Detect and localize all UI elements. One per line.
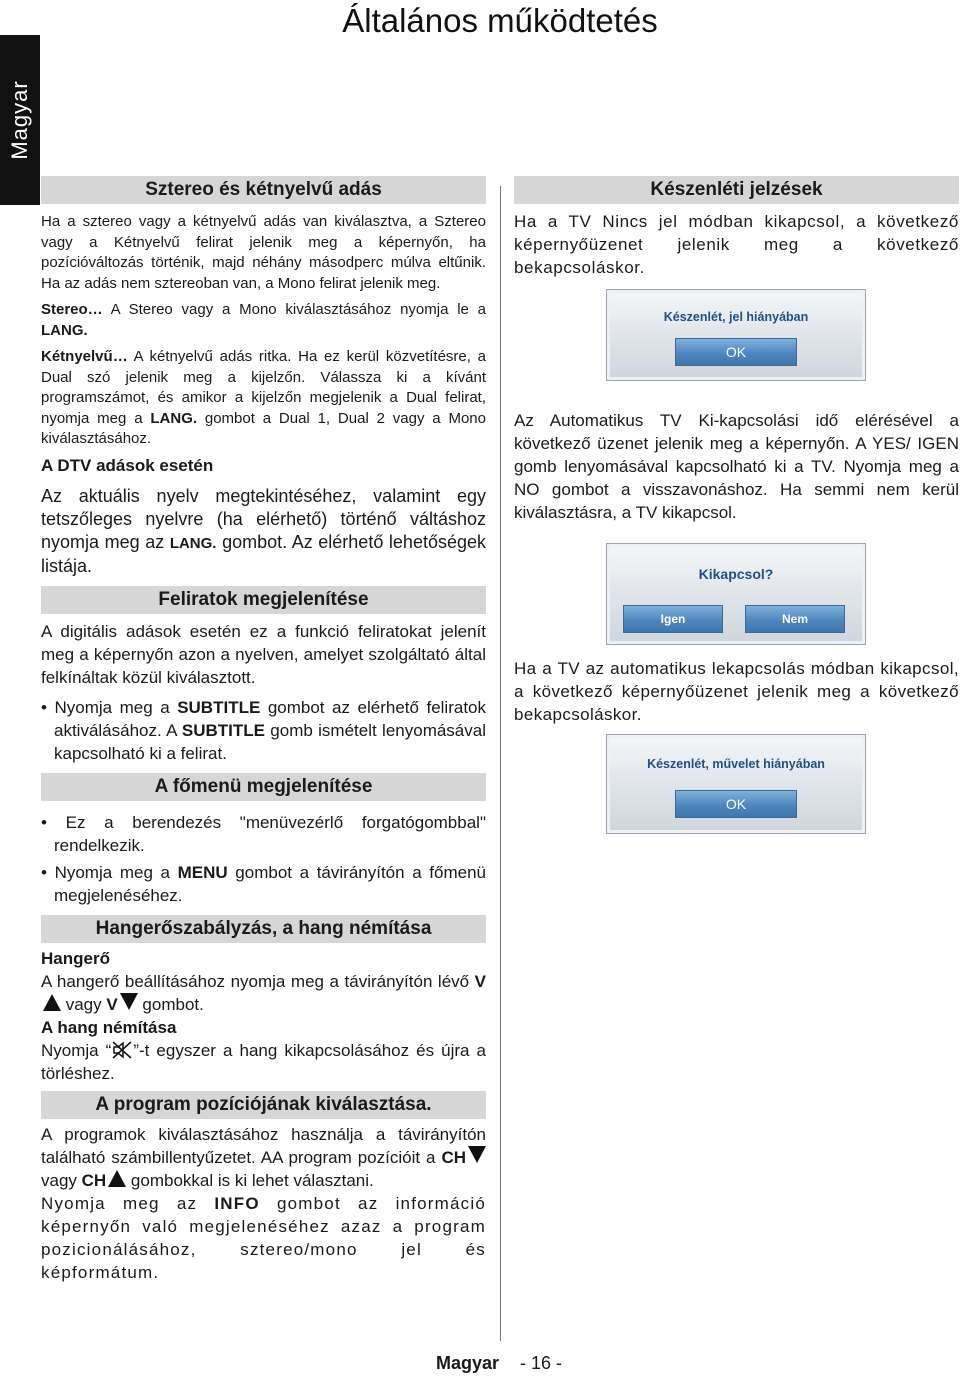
lang-key-2: LANG. (150, 409, 198, 427)
info-paragraph (41, 1192, 486, 1284)
program-text-1: A programok kiválasztásához használja a távirányítón található számbillentyűzetet. AA program pozícióit a (41, 1124, 486, 1167)
volume-text-2: gombot. (137, 994, 204, 1014)
dtv-heading: A DTV adások esetén (41, 455, 214, 475)
triangle-down-icon-2 (468, 1146, 486, 1163)
right-column (514, 176, 959, 834)
info-text-2: gombot az információ képernyőn való megjelenéséhez azaz a program pozicionálásához, sztereo/mono jel és képformátum. (41, 1193, 486, 1282)
menu-bullet-2 (41, 861, 486, 907)
program-paragraph (41, 1123, 486, 1192)
volume-down-key: V (106, 994, 118, 1014)
triangle-up-icon (43, 994, 61, 1011)
subtitles-bullet (41, 696, 486, 765)
mute-subheading: A hang némítása (41, 1017, 177, 1037)
section-heading-volume: Hangerőszabályzás, a hang némítása (41, 915, 486, 943)
bilingual-text-2: gombot a Dual 1, Dual 2 vagy a Mono kiválasztásához. (41, 409, 486, 447)
dtv-paragraph (41, 485, 486, 578)
volume-subheading: Hangerő (41, 948, 110, 968)
info-text-1: Nyomja meg az (41, 1193, 215, 1213)
menu-bullet-text-2: gombot a távirányítón a főmenü megjelenéséhez. (54, 862, 486, 905)
volume-or: vagy (61, 994, 107, 1014)
subtitle-key-2: SUBTITLE (181, 720, 265, 740)
menu-key: MENU (177, 862, 228, 882)
section-heading-standby: Készenléti jelzések (514, 176, 959, 204)
stereo-instruction (41, 300, 486, 341)
mute-speaker-icon (111, 1040, 133, 1060)
section-heading-stereo: Sztereo és kétnyelvű adás (41, 176, 486, 204)
subtitles-bullet-text-1: • Nyomja meg a (41, 697, 178, 717)
page-number: - 16 - (520, 1353, 563, 1373)
dialog-no-button[interactable]: Nem (745, 605, 845, 633)
dtv-lang-key: LANG. (169, 534, 217, 552)
section-heading-menu: A főmenü megjelenítése (41, 773, 486, 801)
subtitles-paragraph: A digitális adások esetén ez a funkció feliratokat jelenít meg a képernyőn azon a nyelven, amelyet szolgáltató által felkínáltak közül kiválasztott. (41, 621, 486, 687)
dtv-text-1: Az aktuális nyelv megtekintéséhez, valamint egy tetszőleges nyelvre (ha elérhető) történő váltáshoz nyomja meg az (41, 485, 486, 552)
subtitle-key: SUBTITLE (177, 697, 261, 717)
bilingual-text-1: A kétnyelvű adás ritka. Ha ez kerül közvetítésre, a Dual szó jelenik meg a kijelzőn. Válassza ki a kívánt programszámot, és amikor a kijelzőn megjelenik a Dual felirat, nyomja meg a (41, 348, 486, 427)
mute-text-1: Nyomja “ (41, 1040, 112, 1060)
stereo-paragraph: Ha a sztereo vagy a kétnyelvű adás van kiválasztva, a Sztereo vagy a Kétnyelvű felirat jelenik meg a képernyőn, ha pozícióváltozás történik, majd néhány másodperc múlva eltűnik. Ha az adás nem sztereoban van, a Mono felirat jelenik meg. (41, 213, 486, 292)
dialog-no-signal-title: Készenlét, jel hiányában (663, 310, 809, 324)
stereo-label: Stereo… (41, 301, 103, 318)
bilingual-paragraph (41, 347, 486, 450)
page-title: Általános működtetés (342, 2, 658, 39)
menu-bullet-1: • Ez a berendezés "menüvezérlő forgatógombbal" rendelkezik. (41, 812, 486, 855)
dialog-power-off (606, 543, 866, 645)
dialog-no-operation-title: Készenlét, művelet hiányában (647, 757, 825, 771)
subtitles-bullet-text-3: gomb ismételt lenyomásával kapcsolható ki a felirat. (54, 720, 486, 763)
volume-text: A hangerő beállításához nyomja meg a távirányítón lévő (41, 971, 475, 991)
auto-standby-paragraph: Ha a TV az automatikus lekapcsolás módban kikapcsol, a következő képernyőüzenet jelenik meg a következő bekapcsoláskor. (514, 659, 959, 724)
side-tab-label: Magyar (7, 80, 32, 160)
menu-bullet-text-1: • Nyomja meg a (41, 862, 178, 882)
program-text-2: gombokkal is ki lehet választani. (126, 1170, 374, 1190)
footer-language: Magyar (436, 1353, 500, 1373)
volume-up-key: V (474, 971, 486, 991)
language-side-tab (0, 35, 40, 205)
mute-paragraph (41, 1039, 486, 1085)
section-heading-program: A program pozíciójának kiválasztása. (41, 1091, 486, 1119)
bilingual-label: Kétnyelvű… (41, 348, 128, 365)
auto-off-paragraph: Az Automatikus TV Ki-kapcsolási idő elérésével a következő üzenet jelenik meg a képernyőn. A YES/ IGEN gomb lenyomásával kapcsolható ki a TV. Nyomja meg a NO gombot a visszavonáshoz. Ha semmi nem kerül kiválasztásra, a TV kikapcsol. (514, 411, 959, 522)
dialog-no-signal (606, 289, 866, 381)
left-column (41, 176, 486, 1284)
dialog-no-operation (606, 734, 866, 834)
triangle-down-icon (120, 993, 138, 1010)
dialog-yes-button[interactable]: Igen (623, 605, 723, 633)
ch-up-key: CH (81, 1170, 107, 1190)
dialog-power-off-title: Kikapcsol? (698, 566, 774, 582)
lang-key: LANG. (41, 321, 88, 339)
dialog-no-operation-ok-button[interactable]: OK (675, 790, 797, 818)
mute-text-2: ”-t egyszer a hang kikapcsolásához és újra a törléshez. (41, 1040, 486, 1083)
volume-paragraph (41, 970, 486, 1016)
ch-down-key: CH (441, 1147, 466, 1167)
subtitles-bullet-text-2: gombot az elérhető feliratok aktiválásához. A (54, 697, 486, 740)
stereo-instruction-text: A Stereo vagy a Mono kiválasztásához nyomja le a (102, 301, 486, 318)
dialog-no-signal-ok-button[interactable]: OK (675, 338, 797, 366)
triangle-up-icon-2 (108, 1170, 126, 1187)
program-or: vagy (41, 1170, 82, 1190)
section-heading-subtitles: Feliratok megjelenítése (41, 586, 486, 614)
dtv-text-2: gombot. Az elérhető lehetőségek listája. (41, 531, 486, 576)
info-key: INFO (214, 1193, 260, 1213)
standby-paragraph: Ha a TV Nincs jel módban kikapcsol, a következő képernyőüzenet jelenik meg a következő bekapcsoláskor. (514, 212, 959, 277)
column-divider (500, 186, 501, 1341)
